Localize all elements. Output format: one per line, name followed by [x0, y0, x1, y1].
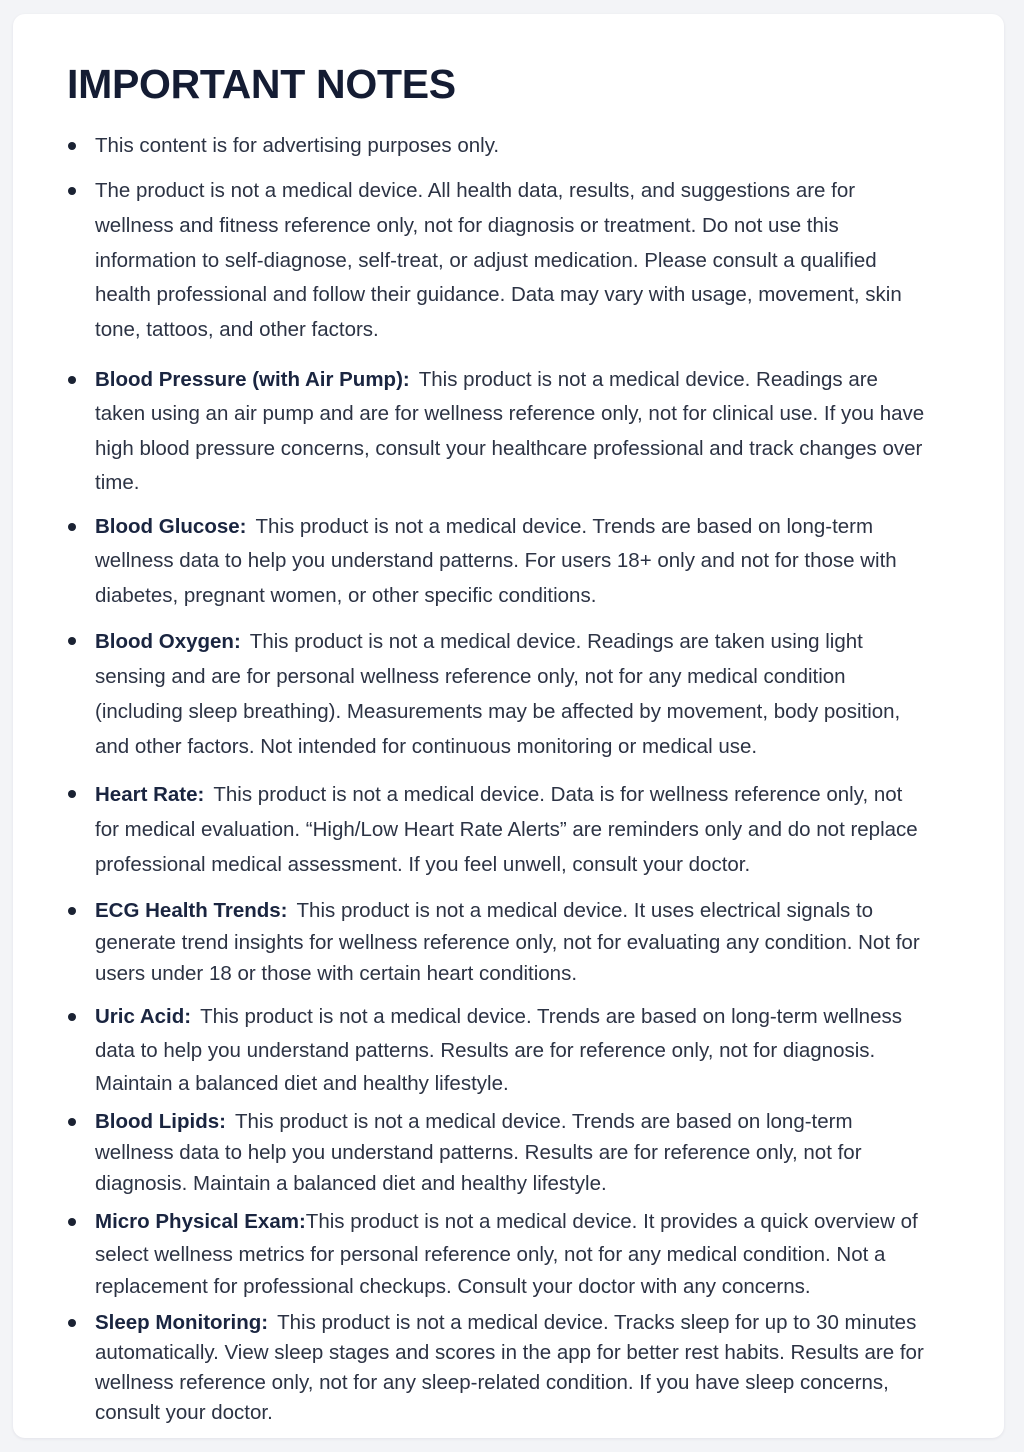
note-text: This product is not a medical device. Readings are taken using light sensing and are for personal wellness reference only, not for any medical condition (including sleep breathing). Measurements may be affected by movement, body position, and other factors. Not intended for continuous monitoring or medical use.: [95, 630, 901, 758]
bullet-icon: [68, 523, 76, 531]
note-label: Blood Pressure (with Air Pump):: [95, 368, 410, 391]
page-title: IMPORTANT NOTES: [67, 61, 456, 107]
note-text: This product is not a medical device. Data is for wellness reference only, not for medical evaluation. “High/Low Heart Rate Alerts” are reminders only and do not replace professional medical assessment. If you feel unwell, consult your doctor.: [95, 783, 918, 876]
note-blood-lipids: [95, 1107, 927, 1199]
bullet-icon: [68, 637, 76, 645]
note-advertising: [95, 131, 927, 161]
note-label: Blood Oxygen:: [95, 630, 241, 653]
note-label: Heart Rate:: [95, 783, 205, 806]
bullet-icon: [68, 790, 76, 798]
bullet-icon: [68, 1118, 76, 1126]
bullet-icon: [68, 376, 76, 384]
note-blood-pressure: [95, 363, 927, 500]
note-label: Uric Acid:: [95, 1005, 192, 1028]
note-label: Blood Glucose:: [95, 515, 247, 538]
bullet-icon: [68, 907, 76, 915]
note-blood-glucose: [95, 510, 927, 613]
note-not-medical-device: [95, 174, 927, 348]
note-text: This content is for advertising purposes only.: [95, 134, 500, 157]
note-sleep-monitoring: [95, 1308, 927, 1428]
note-text: This product is not a medical device. Trends are based on long-term wellness data to help you understand patterns. For users 18+ only and not for those with diabetes, pregnant women, or other specific conditions.: [95, 515, 897, 607]
note-text: This product is not a medical device. Tracks sleep for up to 30 minutes automatically. View sleep stages and scores in the app for better rest habits. Results are for wellness reference only, not for any sleep-related condition. If you have sleep concerns, consult your doctor.: [95, 1311, 924, 1424]
note-blood-oxygen: [95, 624, 927, 764]
note-text: This product is not a medical device. It uses electrical signals to generate trend insights for wellness reference only, not for evaluating any condition. Not for users under 18 or those with certain heart conditions.: [95, 899, 920, 985]
bullet-icon: [68, 1319, 76, 1327]
note-text: This product is not a medical device. Readings are taken using an air pump and are for wellness reference only, not for clinical use. If you have high blood pressure concerns, consult your healthcare professional and track changes over time.: [95, 368, 925, 494]
note-text: The product is not a medical device. All health data, results, and suggestions are for wellness and fitness reference only, not for diagnosis or treatment. Do not use this information to self-diagnose, self-treat, or adjust medication. Please consult a qualified health professional and follow their guidance. Data may vary with usage, movement, skin tone, tattoos, and other factors.: [95, 179, 902, 342]
note-micro-physical-exam: [95, 1206, 927, 1304]
note-ecg-health-trends: [95, 895, 927, 990]
note-label: Sleep Monitoring:: [95, 1311, 269, 1334]
note-label: Micro Physical Exam:: [95, 1210, 306, 1233]
bullet-icon: [68, 1218, 76, 1226]
note-text: This product is not a medical device. Trends are based on long-term wellness data to help you understand patterns. Results are for reference only, not for diagnosis. Maintain a balanced diet and healthy lifestyle.: [95, 1005, 902, 1095]
note-heart-rate: [95, 777, 927, 882]
note-text: This product is not a medical device. Trends are based on long-term wellness data to help you understand patterns. Results are for reference only, not for diagnosis. Maintain a balanced diet and healthy lifestyle.: [95, 1110, 862, 1195]
note-label: Blood Lipids:: [95, 1110, 226, 1133]
bullet-icon: [68, 187, 76, 195]
bullet-icon: [68, 142, 76, 150]
notes-card: [13, 14, 1004, 1438]
note-label: ECG Health Trends:: [95, 899, 288, 922]
note-text: This product is not a medical device. It provides a quick overview of select wellness metrics for personal reference only, not for any medical condition. Not a replacement for professional checkups. Consult your doctor with any concerns.: [95, 1210, 918, 1298]
bullet-icon: [68, 1013, 76, 1021]
note-uric-acid: [95, 1000, 927, 1101]
